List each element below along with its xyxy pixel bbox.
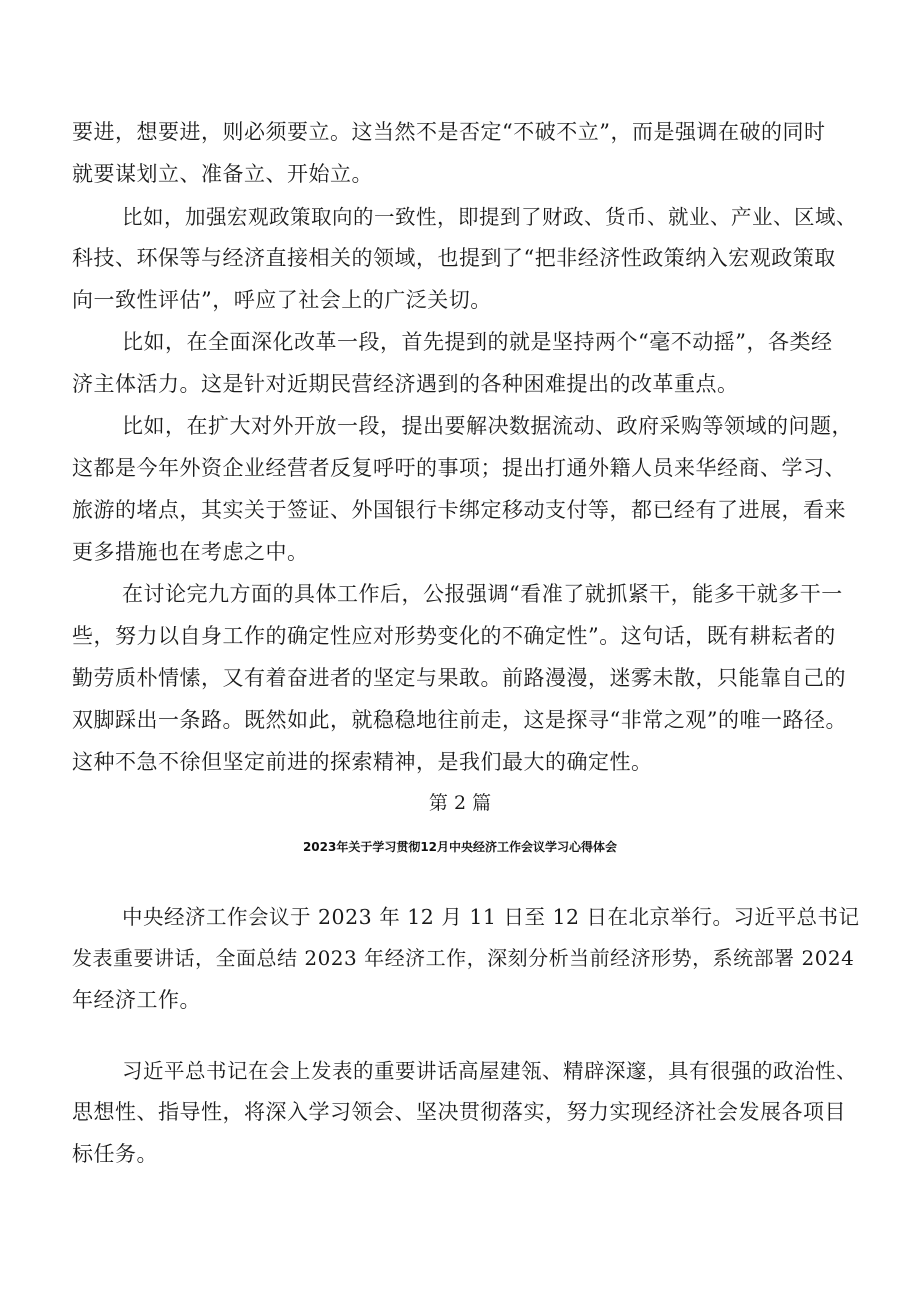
paragraph-line: 这都是今年外资企业经营者反复呼吁的事项；提出打通外籍人员来华经商、学习、: [72, 456, 846, 480]
paragraph-line: 些，努力以自身工作的确定性应对形势变化的不确定性”。这句话，既有耕耘者的: [72, 624, 836, 648]
paragraph-line: 思想性、指导性，将深入学习领会、坚决贯彻落实，努力实现经济社会发展各项目: [72, 1100, 846, 1124]
paragraph-line: 更多措施也在考虑之中。: [72, 540, 309, 564]
paragraph-line: 科技、环保等与经济直接相关的领域，也提到了“把非经济性政策纳入宏观政策取: [72, 246, 836, 270]
paragraph-line: 向一致性评估”，呼应了社会上的广泛关切。: [72, 288, 492, 312]
paragraph-line: 要进，想要进，则必须要立。这当然不是否定“不破不立”，而是强调在破的同时: [72, 120, 826, 144]
paragraph-line: 发表重要讲话，全面总结 2023 年经济工作，深刻分析当前经济形势，系统部署 2024: [72, 946, 855, 970]
paragraph-line: 习近平总书记在会上发表的重要讲话高屋建瓴、精辟深邃，具有很强的政治性、: [122, 1059, 857, 1083]
section-label: 第 2 篇: [428, 792, 492, 814]
paragraph-line: 在讨论完九方面的具体工作后，公报强调“看准了就抓紧干，能多干就多干一: [122, 582, 843, 606]
paragraph-line: 这种不急不徐但坚定前进的探索精神，是我们最大的确定性。: [72, 750, 653, 774]
paragraph-line: 比如，在扩大对外开放一段，提出要解决数据流动、政府采购等领域的问题，: [122, 414, 853, 438]
paragraph-line: 济主体活力。这是针对近期民营经济遇到的各种困难提出的改革重点。: [72, 372, 739, 396]
paragraph-line: 勤劳质朴情愫，又有着奋进者的坚定与果敢。前路漫漫，迷雾未散，只能靠自己的: [72, 666, 846, 690]
paragraph-line: 年经济工作。: [72, 988, 201, 1012]
paragraph-line: 就要谋划立、准备立、开始立。: [72, 162, 373, 186]
paragraph-line: 中央经济工作会议于 2023 年 12 月 11 日至 12 日在北京举行。习近平总书记: [122, 905, 860, 929]
section-title: 2023年关于学习贯彻12月中央经济工作会议学习心得体会: [302, 840, 618, 854]
paragraph-line: 比如，在全面深化改革一段，首先提到的就是坚持两个“毫不动摇”，各类经: [122, 330, 833, 354]
paragraph-line: 旅游的堵点，其实关于签证、外国银行卡绑定移动支付等，都已经有了进展，看来: [72, 498, 846, 522]
paragraph-line: 双脚踩出一条路。既然如此，就稳稳地往前走，这是探寻“非常之观”的唯一路径。: [72, 708, 847, 732]
paragraph-line: 标任务。: [72, 1142, 158, 1166]
paragraph-line: 比如，加强宏观政策取向的一致性，即提到了财政、货币、就业、产业、区域、: [122, 205, 857, 229]
